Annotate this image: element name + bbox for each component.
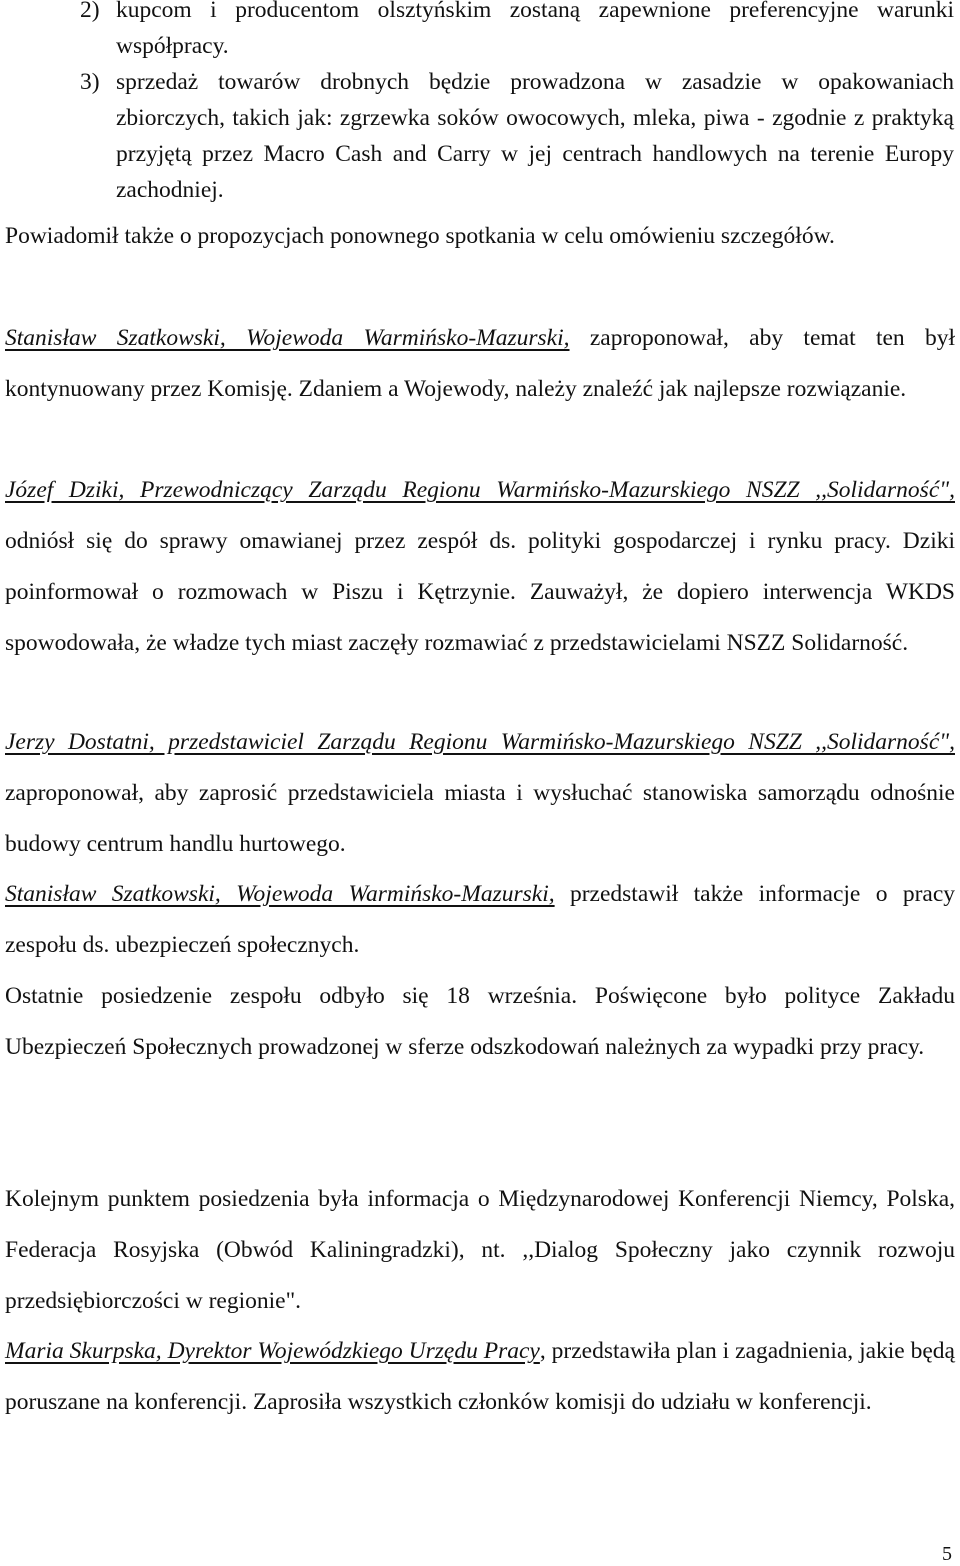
- list-item-number: 3): [80, 69, 100, 95]
- paragraph-szatkowski-2: [5, 869, 955, 971]
- list-item: [0, 64, 960, 208]
- list-item-number: 2): [80, 0, 100, 23]
- paragraph-text: przedstawił także informacje o pracy zespołu ds. ubezpieczeń społecznych.: [5, 881, 956, 958]
- list-item-text: sprzedaż towarów drobnych będzie prowadzona w zasadzie w opakowaniach zbiorczych, takich jak: zgrzewka soków owocowych, mleka, piwa - zgodnie z praktyką przyjętą przez Macro Cash and Carry w jej centrach handlowych na terenie Europy zachodniej.: [116, 69, 954, 203]
- speaker-name: Jerzy Dostatni, przedstawiciel Zarządu Regionu Warmińsko-Mazurskiego NSZZ ,,Solidarność",: [5, 729, 955, 755]
- paragraph-proposal-meeting: [5, 211, 955, 262]
- paragraph-skurpska: [5, 1326, 955, 1428]
- paragraph-text: odniósł się do sprawy omawianej przez zespół ds. polityki gospodarczej i rynku pracy. Dziki poinformował o rozmowach w Piszu i Kętrzynie. Zauważył, że dopiero interwencja WKDS spowodowała, że władze tych miast zaczęły rozmawiać z przedstawicielami NSZZ Solidarność.: [5, 528, 955, 656]
- paragraph-text: Powiadomił także o propozycjach ponownego spotkania w celu omówieniu szczegółów.: [5, 223, 835, 249]
- paragraph-text: zaproponował, aby temat ten był kontynuowany przez Komisję. Zdaniem a Wojewody, należy znaleźć jak najlepsze rozwiązanie.: [5, 325, 956, 402]
- speaker-name: Maria Skurpska, Dyrektor Wojewódzkiego Urzędu Pracy: [5, 1338, 540, 1364]
- paragraph-dostatni: [5, 717, 955, 870]
- paragraph-text: Kolejnym punktem posiedzenia była informacja o Międzynarodowej Konferencji Niemcy, Polska, Federacja Rosyjska (Obwód Kaliningradzki), nt. ,,Dialog Społeczny jako czynnik rozwoju przedsiębiorczości w regionie".: [5, 1186, 955, 1314]
- paragraph-text: Ostatnie posiedzenie zespołu odbyło się 18 września. Poświęcone było polityce Zakładu Ubezpieczeń Społecznych prowadzonej w sferze odszkodowań należnych za wypadki przy pracy.: [5, 983, 955, 1060]
- list-item: [0, 0, 960, 64]
- paragraph-szatkowski-1: [5, 313, 955, 415]
- numbered-list: [0, 0, 960, 216]
- paragraph-dziki: [5, 465, 955, 669]
- paragraph-text: , przedstawiła plan i zagadnienia, jakie będą poruszane na konferencji. Zaprosiła wszystkich członków komisji do udziału w konferencji.: [5, 1338, 955, 1415]
- paragraph-zus-meeting: [5, 971, 955, 1073]
- speaker-name: Stanisław Szatkowski, Wojewoda Warmińsko-Mazurski,: [5, 881, 555, 907]
- speaker-name: Józef Dziki, Przewodniczący Zarządu Regionu Warmińsko-Mazurskiego NSZZ ,,Solidarność",: [5, 477, 955, 503]
- page-number: 5: [942, 1543, 952, 1565]
- speaker-name: Stanisław Szatkowski, Wojewoda Warmińsko-Mazurski,: [5, 325, 570, 351]
- paragraph-conference: [5, 1174, 955, 1327]
- paragraph-text: zaproponował, aby zaprosić przedstawiciela miasta i wysłuchać stanowiska samorządu odnośnie budowy centrum handlu hurtowego.: [5, 780, 955, 857]
- list-item-text: kupcom i producentom olsztyńskim zostaną zapewnione preferencyjne warunki współpracy.: [116, 0, 954, 59]
